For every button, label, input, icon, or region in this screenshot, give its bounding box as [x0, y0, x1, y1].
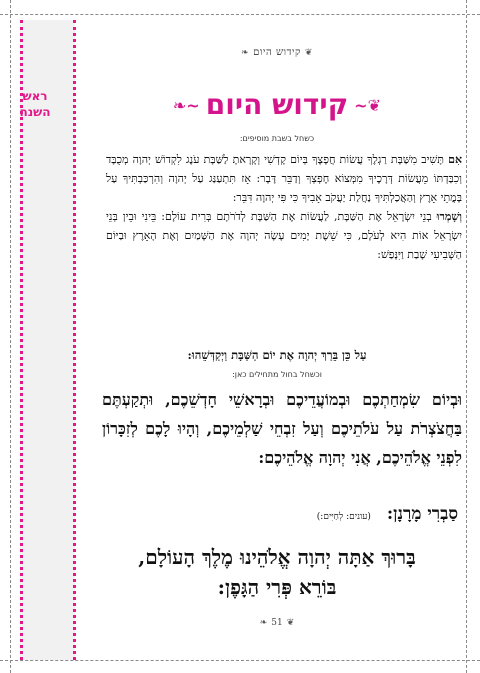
savri-text: סַבְרִי מָרָנָן:	[386, 504, 458, 524]
shabbat-closing-line: עַל כֵּן בֵּרַךְ יְהוָה אֶת יוֹם הַשַּׁבָּת וַיְקַדְּשֵׁהוּ:	[187, 348, 367, 362]
passage-body-2: בְנֵי יִשְׂרָאֵל אֶת הַשַּׁבָּת, לַעֲשׂוֹת אֶת הַשַּׁבָּת לְדֹרֹתָם בְּרִית עוֹלָם: בֵּינִי וּבֵין בְּנֵי יִשְׂרָאֵל אוֹת הִיא לְעֹלָם, כִּי שֵׁשֶׁת יָמִים עָשָׂה יְהוָה אֶת הַשָּׁמַיִם וְאֶת הָאָרֶץ וּבַיּוֹם הַשְּׁבִיעִי שָׁבַת וַיִּנָּפַשׁ:	[106, 210, 462, 261]
page-footer	[92, 618, 462, 628]
crop-line-top	[0, 14, 480, 15]
weekday-instruction: וכשחל בחול מתחילים כאן:	[232, 370, 322, 379]
page-content	[92, 30, 462, 653]
main-passage: וּבְיוֹם שִׂמְחַתְכֶם וּבְמוֹעֲדֵיכֶם וּבְרָאשֵׁי חָדְשֵׁכֶם, וּתְקַעְתֶּם בַּחֲצֹצְרֹת עַל עֹלֹתֵיכֶם וְעַל זִבְחֵי שַׁלְמֵיכֶם, וְהָיוּ לָכֶם לְזִכָּרוֹן לִפְנֵי אֱלֹהֵיכֶם, אֲנִי יְהוָה אֱלֹהֵיכֶם:	[102, 390, 462, 467]
side-label-line1: ראש	[22, 89, 48, 103]
ornament-icon: ❧	[259, 618, 268, 628]
shabbat-instruction: כשחל בשבת מוסיפים:	[239, 134, 315, 143]
side-dotted-border-right	[73, 20, 76, 660]
blessing-line-2: בּוֹרֵא פְּרִי הַגָּפֶן:	[217, 575, 337, 599]
flourish-icon: ❦∽	[354, 96, 382, 115]
side-label-line2: השנה	[19, 105, 51, 119]
crop-line-bottom	[0, 660, 480, 661]
passage-lead-word-2: וְשָׁמְרוּ	[436, 210, 462, 223]
blessing	[92, 542, 462, 602]
savri-line	[92, 504, 458, 524]
passage-body: תָּשִׁיב מִשַּׁבָּת רַגְלֶךָ עֲשׂוֹת חֲפָצֶךָ בְּיוֹם קָדְשִׁי וְקָרָאתָ לַשַּׁבָּת עֹנֶג לִקְדוֹשׁ יְהוָה מְכֻבָּד וְכִבַּדְתּוֹ מֵעֲשׂוֹת דְּרָכֶיךָ מִמְּצוֹא חֶפְצְךָ וְדַבֵּר דָּבָר: אָז תִּתְעַנַּג עַל יְהוָה וְהִרְכַּבְתִּיךָ עַל בָּמֳתֵי אָרֶץ וְהַאֲכַלְתִּיךָ נַחֲלַת יַעֲקֹב אָבִיךָ כִּי פִּי יְהוָה דִּבֵּר:	[106, 153, 462, 204]
crop-line-right	[466, 0, 467, 673]
ornament-icon: ❧	[241, 48, 250, 58]
side-section-label	[0, 88, 70, 120]
page-title	[92, 88, 462, 123]
savri-response: (עונים: לְחַיִּים:)	[316, 512, 371, 522]
shabbat-passage	[106, 150, 462, 264]
blessing-line-1: בָּרוּךְ אַתָּה יְהוָה אֱלֹהֵינוּ מֶלֶךְ הָעוֹלָם,	[138, 545, 416, 569]
running-header-text: קידוש היום	[253, 47, 301, 58]
passage-lead-word: אִם	[448, 153, 463, 166]
ornament-icon: ❦	[304, 48, 313, 58]
ornament-icon: ❦	[286, 618, 295, 628]
page-number: 51	[271, 618, 283, 628]
running-header	[92, 47, 462, 58]
page-title-text: קידוש היום	[205, 88, 349, 121]
flourish-icon: ∽❧	[172, 96, 200, 115]
